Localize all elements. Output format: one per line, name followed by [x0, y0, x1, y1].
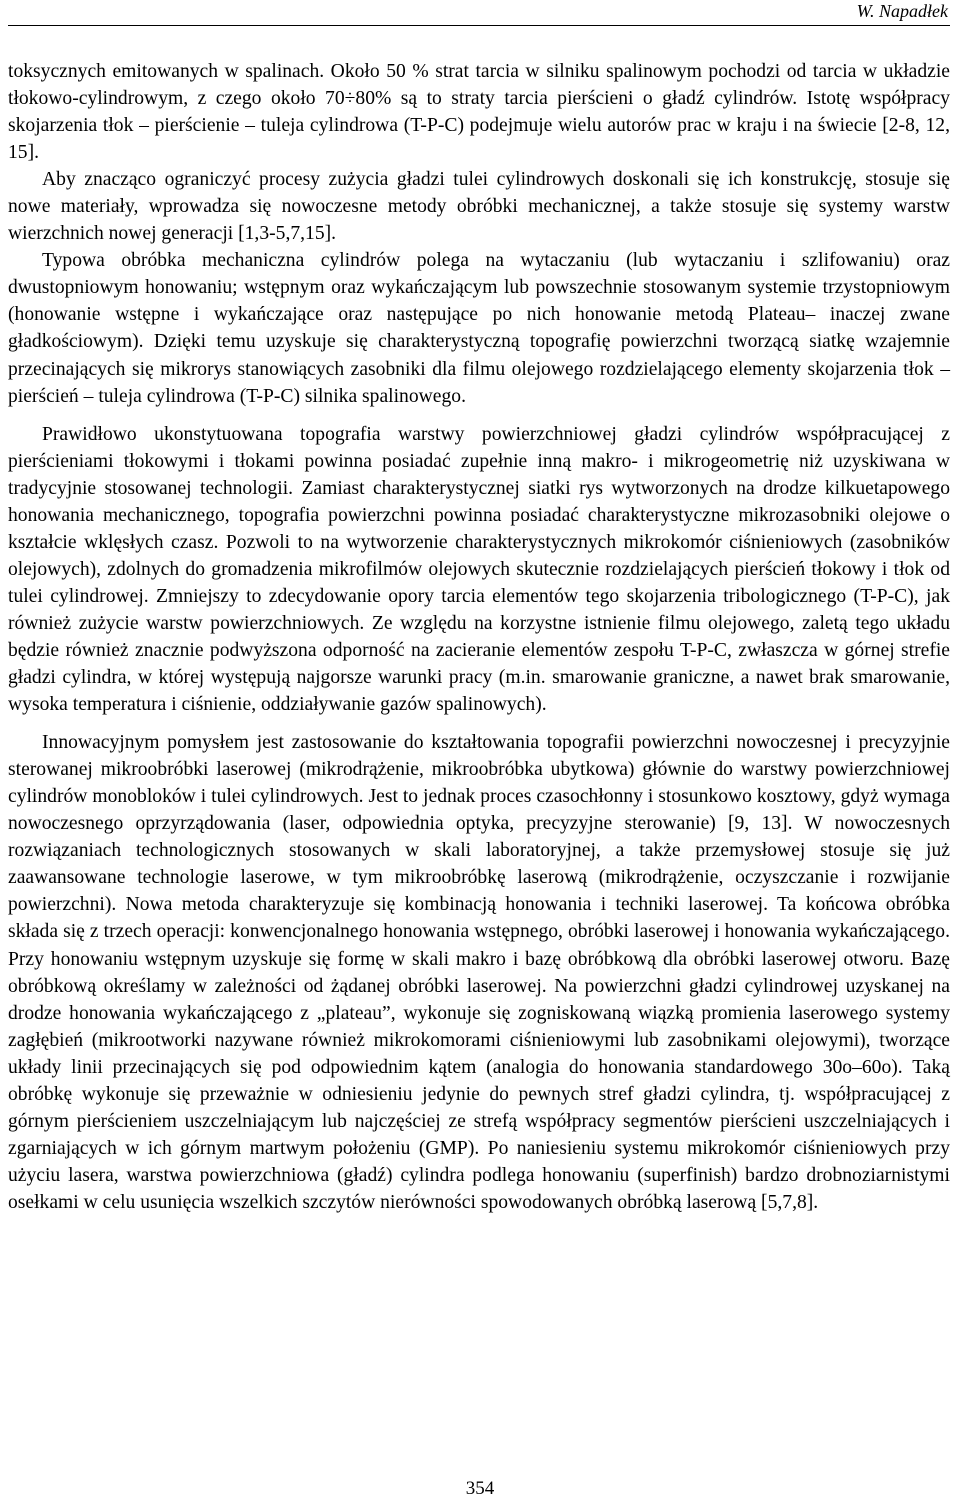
paragraph-continuation: toksycznych emitowanych w spalinach. Około 50 % strat tarcia w silniku spalinowym pochodzi od tarcia w układzie tłokowo-cylindrowym, z czego około 70÷80% są to straty tarcia pierścieni o gładź cylindrów. Istotę współpracy skojarzenia tłok – pierścienie – tuleja cylindrowa (T-P-C) podejmuje wielu autorów prac w kraju i na świecie [2-8, 12, 15].	[8, 61, 950, 164]
header-author: W. Napadłek	[856, 1, 948, 21]
paragraph-wear-reduction: Aby znacząco ograniczyć procesy zużycia gładzi tulei cylindrowych doskonali się ich konstrukcję, stosuje się nowe materiały, wprowadza się nowoczesne metody obróbki mechanicznej, a także stosuje się systemy warstw wierzchnich nowej generacji [1,3-5,7,15].	[8, 169, 950, 245]
article-body	[8, 58, 950, 1216]
paragraph-typical-machining: Typowa obróbka mechaniczna cylindrów polega na wytaczaniu (lub wytaczaniu i szlifowaniu) oraz dwustopniowym honowaniu; wstępnym oraz wykańczającym lub powszechnie stosowanym systemie trzystopniowym (honowanie wstępne i wykańczające oraz następujące po nich honowanie metodą Plateau– inaczej zwane gładkościowym). Dzięki temu uzyskuje się charakterystyczną topografię powierzchni tworzącą siatkę wzajemnie przecinających się mikrorys stanowiących zasobniki dla filmu olejowego rozdzielającego elementy skojarzenia tłok – pierścień – tuleja cylindrowa (T-P-C) silnika spalinowego.	[8, 250, 950, 407]
paragraph-laser-microprocessing: Innowacyjnym pomysłem jest zastosowanie do kształtowania topografii powierzchni nowoczesnej i precyzyjnie sterowanej mikroobróbki laserowej (mikrodrążenie, mikroobróbka ubytkowa) głównie do warstwy powierzchniowej cylindrów monobloków i tulei cylindrowych. Jest to jednak proces czasochłonny i stosunkowo kosztowy, gdyż wymaga nowoczesnego oprzyrządowania (laser, odpowiednia optyka, precyzyjne sterowanie) [9, 13]. W nowoczesnych rozwiązaniach technologicznych stosowanych w skali laboratoryjnej, a także przemysłowej stosuje się już zaawansowane technologie laserowe, w tym mikroobróbkę laserową (mikrodrążenie, oczyszczanie i rozwijanie powierzchni). Nowa metoda charakteryzuje się kombinacją honowania i techniki laserowej. Ta końcowa obróbka składa się z trzech operacji: konwencjonalnego honowania wstępnego, obróbki laserowej i honowania wykańczającego. Przy honowaniu wstępnym uzyskuje się formę w skali makro i bazę obróbkową dla obróbki laserowej otworu. Bazę obróbkową określamy w zależności od żądanej obróbki laserowej. Na powierzchni gładzi cylindrowej uzyskanej na drodze honowania wykańczającego z „plateau”, wykonuje się zogniskowaną wiązką promienia laserowego systemy zagłębień (mikrootworki nazywane również mikrokomorami ciśnieniowymi lub zasobnikami olejowymi), tworzące układy linii przecinających się pod odpowiednim kątem (analogia do honowania standardowego 30o–60o). Taką obróbkę wykonuje się przeważnie w odniesieniu jedynie do pewnych stref gładzi cylindra, tj. współpracującej z górnym pierścieniem uszczelniającym lub najczęściej ze strefą współpracy segmentów pierścieni uszczelniających i zgarniających w ich górnym martwym położeniu (GMP). Po naniesieniu systemu mikrokomór ciśnieniowych przy użyciu lasera, warstwa powierzchniowa (gładź) cylindra podlega honowaniu (superfinish) bardzo drobnoziarnistymi osełkami w celu usunięcia wszelkich szczytów nierówności spowodowanych obróbką laserową [5,7,8].	[8, 732, 950, 1213]
page-number: 354	[465, 1478, 495, 1499]
running-header	[8, 0, 950, 26]
paragraph-surface-topography: Prawidłowo ukonstytuowana topografia warstwy powierzchniowej gładzi cylindrów współpracującej z pierścieniami tłokowymi i tłokami powinna posiadać zupełnie inną makro- i mikrogeometrię niż uzyskiwana w tradycyjnie stosowanej technologii. Zamiast charakterystycznej siatki rys wytworzonych na drodze kilkuetapowego honowania mechanicznego, topografia powierzchni powinna posiadać charakterystyczne mikrozasobniki olejowe o kształcie wklęsłych czasz. Pozwoli to na wytworzenie charakterystycznych mikrokomór ciśnieniowych (zasobników olejowych), zdolnych do gromadzenia mikrofilmów olejowych skutecznie rozdzielających pierścień tłokowy i tłok od tulei cylindrowej. Zmniejszy to zdecydowanie opory tarcia elementów tego skojarzenia tribologicznego (T-P-C), jak również zużycie warstw powierzchniowych. Ze względu na korzystne istnienie filmu olejowego, zaletą tego układu będzie również znacznie podwyższona odporność na zacieranie elementów zespołu T-P-C, zwłaszcza w górnej strefie gładzi cylindra, w której występują najgorsze warunki pracy (m.in. smarowanie graniczne, a nawet brak smarowanie, wysoka temperatura i ciśnienie, oddziaływanie gazów spalinowych).	[8, 423, 950, 716]
